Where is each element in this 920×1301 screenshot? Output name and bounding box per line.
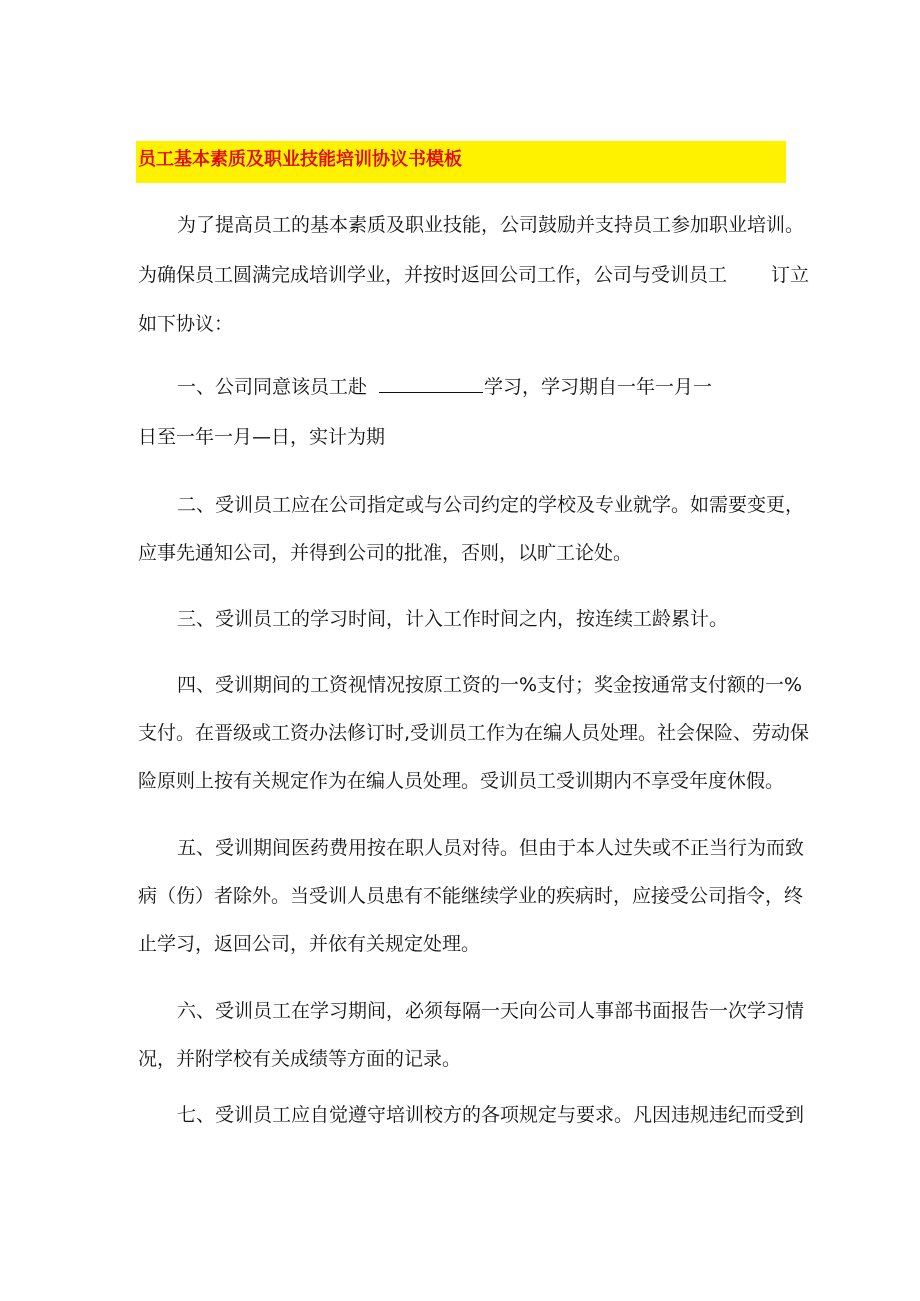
intro-line-1: 为了提高员工的基本素质及职业技能，公司鼓励并支持员工参加职业培训。 (177, 214, 805, 236)
clause-5-line-2: 病（伤）者除外。当受训人员患有不能继续学业的疾病时，应接受公司指令，终 (138, 885, 804, 907)
clause-1-text-a: 一、公司同意该员工赴 (177, 376, 368, 398)
clause-4-line-3: 险原则上按有关规定作为在编人员处理。受训员工受训期内不享受年度休假。 (138, 770, 785, 792)
clause-4-line-1: 四、受训期间的工资视情况按原工资的一%支付；奖金按通常支付额的一% (177, 674, 803, 696)
intro-line-2 (138, 263, 809, 287)
clause-7-line-1: 七、受训员工应自觉遵守培训校方的各项规定与要求。凡因违规违纪而受到 (177, 1104, 805, 1126)
clause-4-line-2: 支付。在晋级或工资办法修订时,受训员工作为在编人员处理。社会保险、劳动保 (138, 722, 810, 744)
clause-5-line-1: 五、受训期间医药费用按在职人员对待。但由于本人过失或不正当行为而致 (177, 837, 805, 859)
intro-line-2-text: 为确保员工圆满完成培训学业，并按时返回公司工作，公司与受训员工 (138, 264, 728, 286)
clause-1-line-1 (177, 375, 712, 399)
clause-2-line-1: 二、受训员工应在公司指定或与公司约定的学校及专业就学。如需要变更， (177, 494, 805, 516)
intro-line-2-end: 订立 (771, 264, 810, 286)
clause-5-line-3: 止学习，返回公司，并依有关规定处理。 (138, 933, 481, 955)
clause-2-line-2: 应事先通知公司，并得到公司的批准，否则，以旷工论处。 (138, 542, 633, 564)
clause-6-line-1: 六、受训员工在学习期间，必须每隔一天向公司人事部书面报告一次学习情 (177, 1000, 805, 1022)
study-location-blank (379, 375, 483, 393)
clause-6-line-2: 况，并附学校有关成绩等方面的记录。 (138, 1048, 462, 1070)
clause-1-line-2: 日至一年一月—日，实计为期 (138, 426, 386, 448)
clause-3-line-1: 三、受训员工的学习时间，计入工作时间之内，按连续工龄累计。 (177, 608, 729, 630)
clause-1-text-b: 学习，学习期自一年一月一 (484, 376, 713, 398)
document-title: 员工基本素质及职业技能培训协议书模板 (138, 149, 462, 170)
intro-line-3: 如下协议： (138, 313, 234, 335)
